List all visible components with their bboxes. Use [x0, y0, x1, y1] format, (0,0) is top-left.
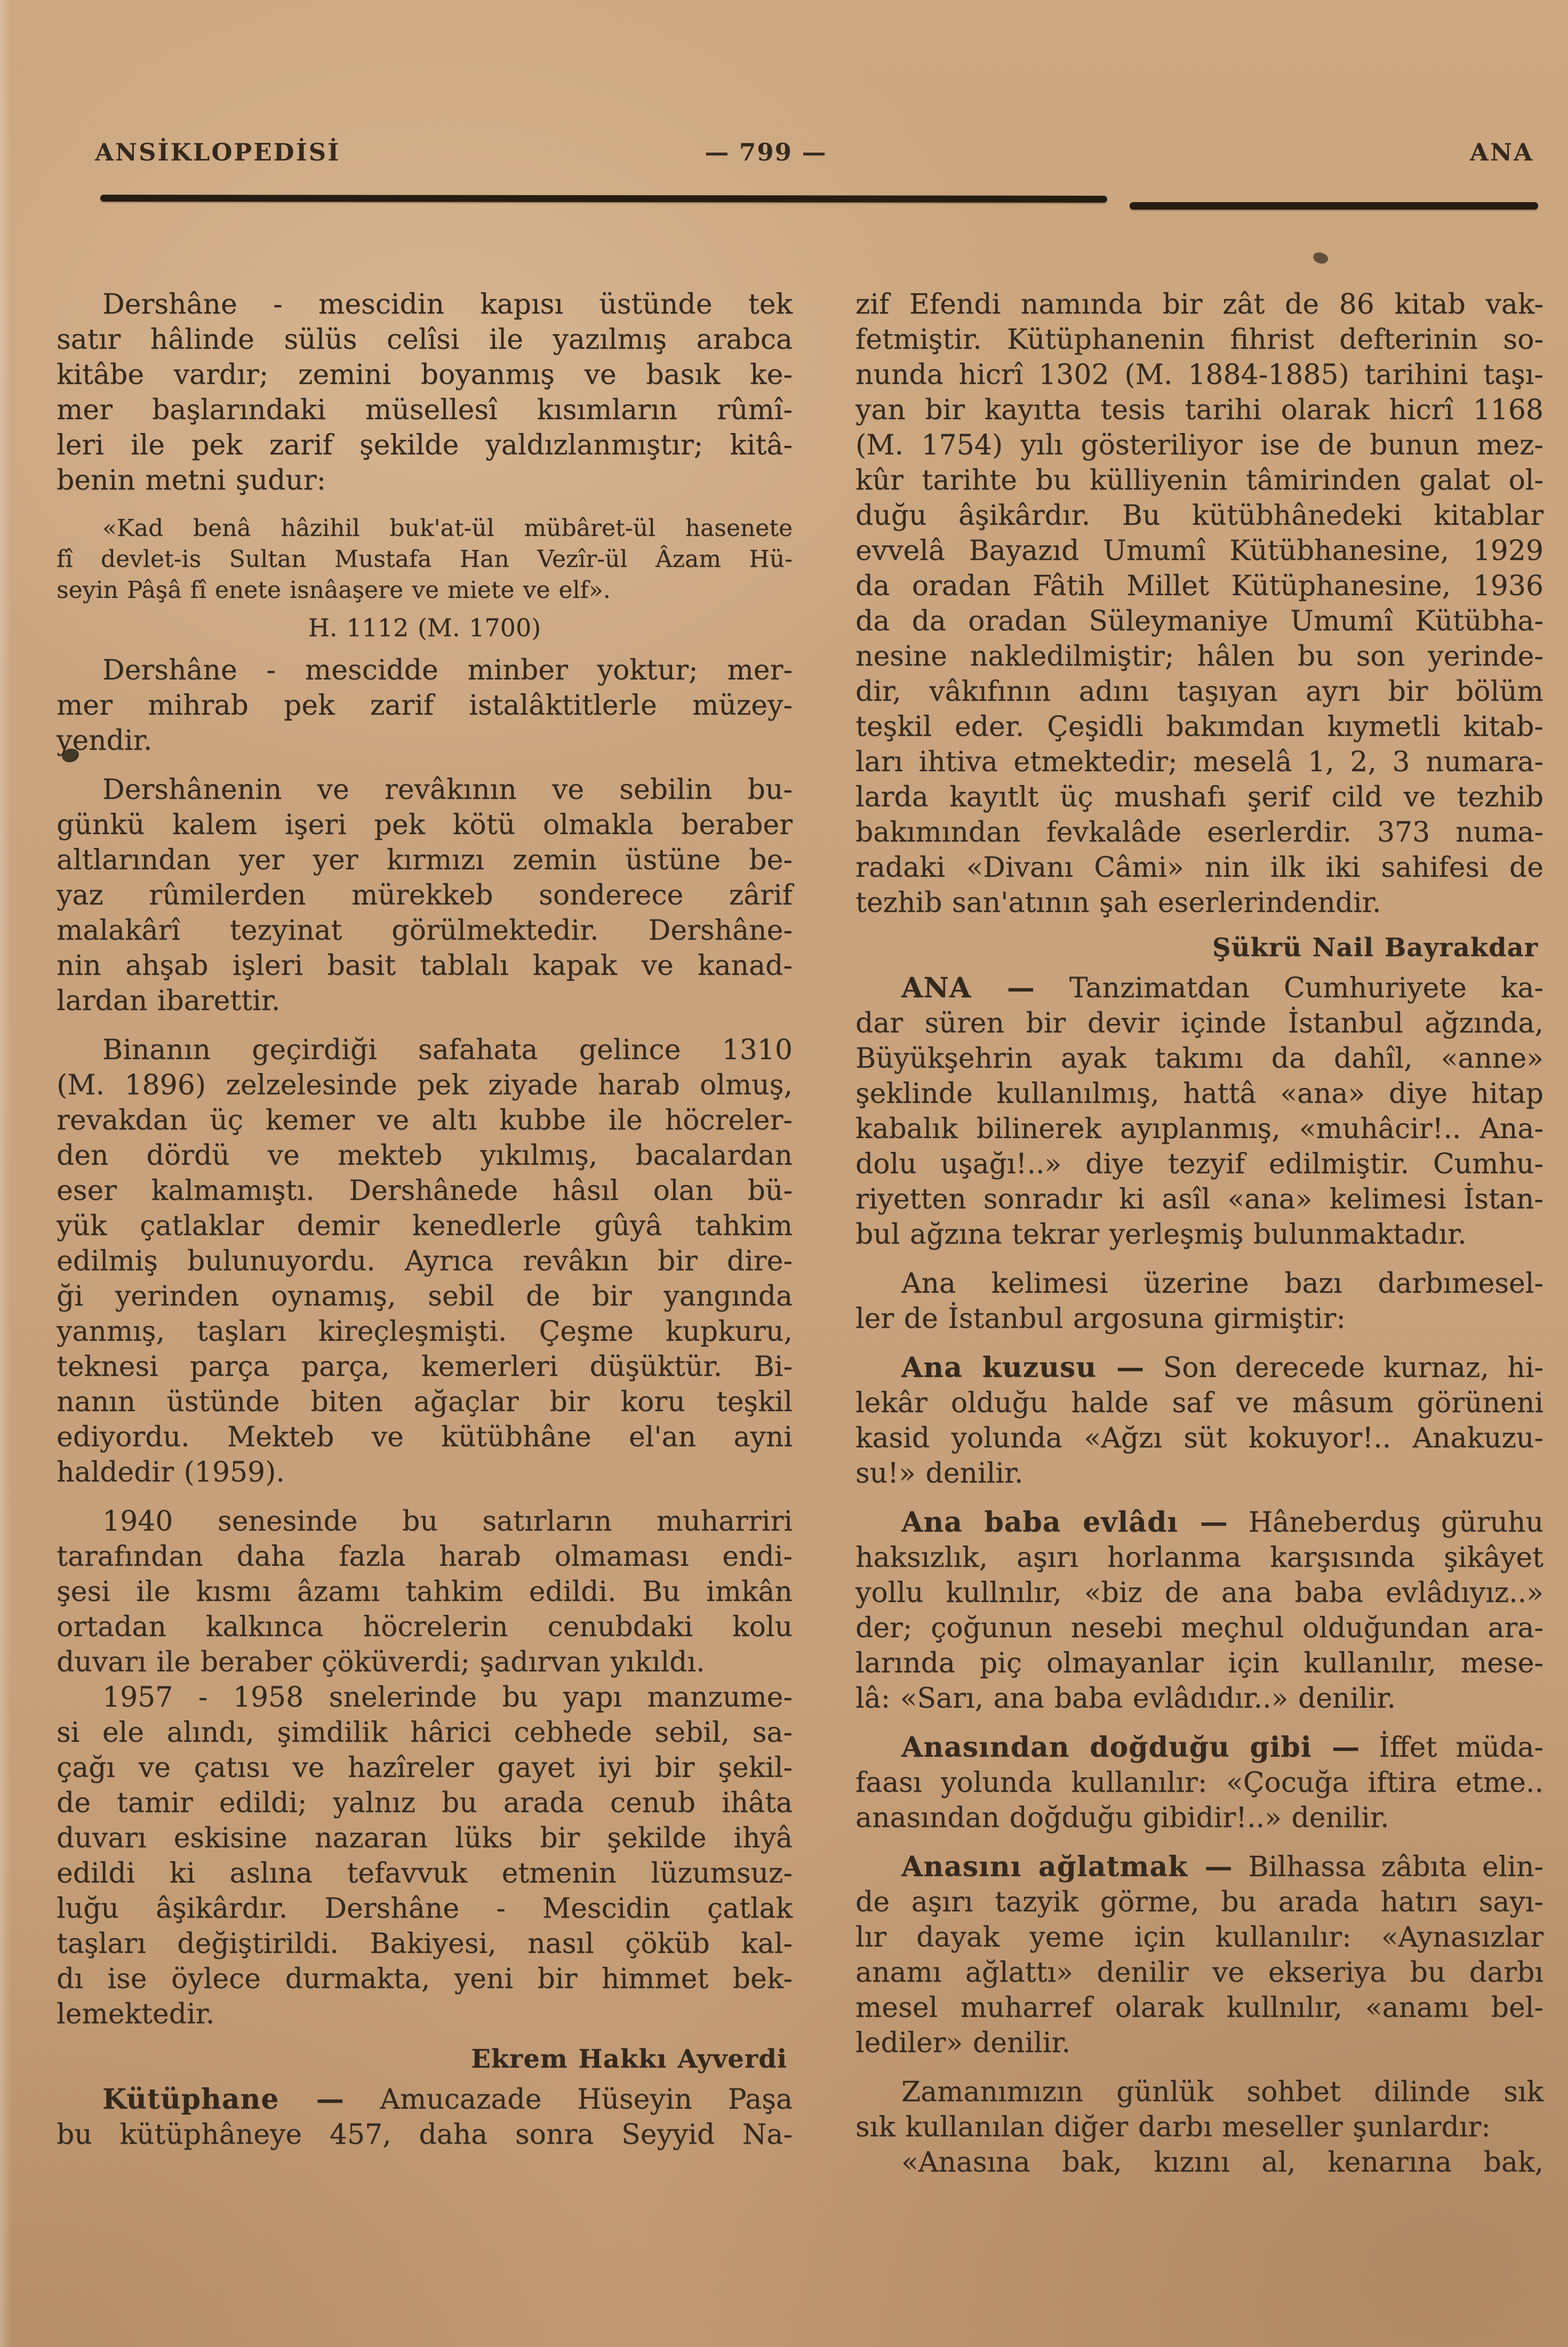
text-line: dolu uşağı!..» diye tezyif edilmiştir. Cumhu-	[855, 1148, 1543, 1180]
text-line: malakârî tezyinat görülmektedir. Dershâne-	[57, 915, 793, 947]
text-line: bu kütüphâneye 457, daha sonra Seyyid Na-	[57, 2119, 793, 2151]
entry-paragraph	[855, 1730, 1543, 1836]
text-line: edildi ki aslına tefavvuk etmenin lüzumsuz-	[57, 1857, 793, 1889]
text-line: faası yolunda kullanılır: «Çocuğa iftira etme..	[855, 1767, 1543, 1799]
text-line: Dershâne - mescidde minber yoktur; mer-	[102, 654, 793, 686]
text-line: si ele alındı, şimdilik hârici cebhede sebil, sa-	[57, 1717, 793, 1749]
text-line: günkü kalem işeri pek kötü olmakla beraber	[57, 809, 793, 841]
paragraph	[57, 1680, 793, 2032]
text-line: yaz rûmilerden mürekkeb sonderece zârif	[57, 879, 793, 911]
text-line: Ekrem Hakkı Ayverdi	[471, 2044, 787, 2074]
text-line: Zamanımızın günlük sohbet dilinde sık	[901, 2076, 1543, 2108]
text-line: mer mihrab pek zarif istalâktitlerle müzey-	[57, 690, 793, 722]
text-line: sık kullanılan diğer darbı meseller şunlardır:	[855, 2111, 1491, 2143]
text-line: nanın üstünde biten ağaçlar bir koru teşkil	[57, 1386, 793, 1418]
text-line: 1940 senesinde bu satırların muharriri	[102, 1505, 793, 1537]
text-line: tarafından daha fazla harab olmaması endi-	[57, 1541, 793, 1573]
text-line: da oradan Fâtih Millet Kütüphanesine, 1936	[855, 570, 1543, 602]
paragraph	[57, 1032, 793, 1490]
quote-block	[57, 513, 793, 606]
running-title-left: ANSİKLOPEDİSİ	[95, 138, 341, 166]
text-line: Büyükşehrin ayak takımı da dahîl, «anne»	[855, 1043, 1543, 1075]
text-line: luğu âşikârdır. Dershâne - Mescidin çatlak	[57, 1893, 793, 1925]
text-line: ANA — Tanzimatdan Cumhuriyete ka-	[901, 972, 1544, 1004]
text-line: revakdan üç kemer ve altı kubbe ile höcreler-	[57, 1104, 793, 1136]
text-line: dir, vâkıfının adını taşıyan ayrı bir bölüm	[855, 676, 1543, 708]
text-line: şesi ile kısmı âzamı tahkim edildi. Bu imkân	[57, 1576, 793, 1608]
text-line: (M. 1896) zelzelesinde pek ziyade harab olmuş,	[57, 1069, 793, 1101]
text-line: kasid yolunda «Ağzı süt kokuyor!.. Anakuzu-	[855, 1422, 1543, 1454]
text-line: zif Efendi namında bir zât de 86 kitab vak-	[855, 289, 1543, 321]
date-line	[57, 611, 793, 644]
text-line: 1957 - 1958 snelerinde bu yapı manzume-	[102, 1681, 793, 1713]
text-line: altlarından yer yer kırmızı zemin üstüne be-	[57, 844, 793, 876]
text-line: eser kalmamıştı. Dershânede hâsıl olan bü-	[57, 1175, 793, 1207]
paragraph	[855, 287, 1543, 920]
text-line: anamı ağlattı» denilir ve ekseriya bu darbı	[855, 1957, 1543, 1989]
text-line: da da oradan Süleymaniye Umumî Kütübha-	[855, 605, 1543, 637]
text-line: satır hâlinde sülüs celîsi ile yazılmış arabca	[57, 324, 793, 356]
text-line: lardan ibarettir.	[57, 985, 281, 1017]
text-line: fî devlet-is Sultan Mustafa Han Vezîr-ül Âzam Hü-	[57, 546, 793, 573]
text-line: mesel muharref olarak kullnılır, «anamı bel-	[855, 1992, 1543, 2024]
text-line: duvarı ile beraber çöküverdi; şadırvan yıkıldı.	[57, 1646, 705, 1678]
page-number: — 799 —	[705, 138, 827, 166]
text-line: bakımından fevkalâde eserlerdir. 373 numa-	[855, 816, 1543, 848]
entry-paragraph	[57, 2082, 793, 2152]
paragraph	[855, 1266, 1543, 1336]
paragraph	[57, 1504, 793, 1680]
text-line: kabalık bilinerek ayıplanmış, «muhâcir!.. Ana-	[855, 1113, 1543, 1145]
ink-smudge	[1311, 250, 1330, 266]
text-line: Ana kelimesi üzerine bazı darbımesel-	[901, 1268, 1543, 1300]
text-line: haldedir (1959).	[57, 1456, 285, 1488]
text-line: duğu âşikârdır. Bu kütübhânedeki kitablar	[855, 500, 1543, 532]
text-line: Ana baba evlâdı — Hâneberduş güruhu	[901, 1506, 1543, 1539]
entry-headword: Ana baba evlâdı —	[901, 1506, 1228, 1539]
paragraph	[57, 287, 793, 498]
text-line: nesine nakledilmiştir; hâlen bu son yerinde-	[855, 640, 1543, 672]
text-line: teşkil eder. Çeşidli bakımdan kıymetli kitab-	[855, 711, 1543, 743]
text-line: Şükrü Nail Bayrakdar	[1212, 933, 1538, 963]
signature	[855, 931, 1543, 964]
entry-paragraph	[855, 1350, 1543, 1491]
text-line: radaki «Divanı Câmi» nin ilk iki sahifesi de	[855, 852, 1543, 884]
column-left	[57, 287, 793, 2152]
text-line: nunda hicrî 1302 (M. 1884-1885) tarihini taşı-	[855, 359, 1543, 391]
text-line: lediler» denilir.	[855, 2027, 1071, 2059]
text-line: ler de İstanbul argosuna girmiştir:	[855, 1303, 1346, 1335]
text-line: kitâbe vardır; zemini boyanmış ve basık ke-	[57, 359, 793, 391]
text-line: yollu kullnılır, «biz de ana baba evlâdıyız..»	[855, 1577, 1543, 1609]
text-line: Dershânenin ve revâkının ve sebilin bu-	[102, 774, 793, 806]
text-line: benin metni şudur:	[57, 464, 326, 496]
text-line: taşları değiştirildi. Bakiyesi, nasıl çöküb kal-	[57, 1928, 793, 1960]
text-line: duvarı eskisine nazaran lüks bir şekilde ihyâ	[57, 1822, 793, 1854]
text-line: seyin Pâşâ fî enete isnâaşere ve miete ve elf».	[57, 576, 611, 604]
text-line: yük çatlaklar demir kenedlerle gûyâ tahkim	[57, 1210, 793, 1242]
text-line: (M. 1754) yılı gösteriliyor ise de bunun mez-	[855, 429, 1543, 461]
text-line: bul ağzına tekrar yerleşmiş bulunmaktadır.	[855, 1219, 1467, 1251]
text-line: yan bir kayıtta tesis tarihi olarak hicrî 1168	[855, 394, 1543, 426]
entry-paragraph	[855, 971, 1543, 1252]
column-right	[855, 287, 1543, 2180]
header-rule-left-segment	[100, 195, 1107, 203]
text-line: Binanın geçirdiği safahata gelince 1310	[102, 1034, 793, 1066]
paragraph	[57, 653, 793, 758]
text-line: edilmiş bulunuyordu. Ayrıca revâkın bir dire-	[57, 1245, 793, 1277]
paragraph	[855, 2074, 1543, 2145]
text-line: şeklinde kullanılmış, hattâ «ana» diye hitap	[855, 1078, 1543, 1110]
text-line: dar süren bir devir içinde İstanbul ağzında,	[855, 1007, 1543, 1039]
text-line: «Anasına bak, kızını al, kenarına bak,	[901, 2146, 1543, 2178]
text-line: tezhib san'atının şah eserlerindendir.	[855, 887, 1381, 919]
text-line: teknesi parça parça, kemerleri düşüktür. Bi-	[57, 1351, 793, 1383]
signature	[57, 2042, 793, 2076]
text-line: larda kayıtlt üç mushafı şerif cild ve tezhib	[855, 781, 1543, 813]
text-line: dı ise öylece durmakta, yeni bir himmet bek-	[57, 1963, 793, 1995]
text-line: den dördü ve mekteb yıkılmış, bacalardan	[57, 1140, 793, 1172]
text-line: anasından doğduğu gibidir!..» denilir.	[855, 1802, 1389, 1834]
text-line: Kütüphane — Amucazade Hüseyin Paşa	[102, 2083, 793, 2116]
entry-paragraph	[855, 1849, 1543, 2061]
text-line: larında piç olmayanlar için kullanılır, mese-	[855, 1647, 1543, 1679]
text-line: de tamir edildi; yalnız bu arada cenub ihâta	[57, 1787, 793, 1819]
text-line: nin ahşab işleri basit tablalı kapak ve kanad-	[57, 950, 793, 982]
text-line: lekâr olduğu halde saf ve mâsum görüneni	[855, 1387, 1543, 1419]
running-title-right: ANA	[1470, 138, 1534, 166]
text-line: riyetten sonradır ki asîl «ana» kelimesi İstan-	[855, 1183, 1543, 1215]
text-line: der; çoğunun nesebi meçhul olduğundan ara-	[855, 1612, 1543, 1644]
text-line: yanmış, taşları kireçleşmişti. Çeşme kupkuru,	[57, 1316, 793, 1348]
text-line: çağı ve çatısı ve hazîreler gayet iyi bir şekil-	[57, 1752, 793, 1784]
text-line: lır dayak yeme için kullanılır: «Aynasızlar	[855, 1921, 1543, 1953]
entry-headword: Anasını ağlatmak —	[901, 1851, 1233, 1883]
entry-headword: ANA —	[901, 972, 1035, 1004]
text-line: ği yerinden oynamış, sebil de bir yangında	[57, 1280, 793, 1312]
text-line: Anasından doğduğu gibi — İffet müda-	[901, 1731, 1543, 1764]
text-line: leri ile pek zarif şekilde yaldızlanmıştır; kitâ-	[57, 429, 793, 461]
text-line: mer başlarındaki müsellesî kısımların rûmî-	[57, 394, 793, 426]
text-line: Dershâne - mescidin kapısı üstünde tek	[102, 289, 793, 321]
text-line: yendir.	[57, 725, 153, 757]
text-line: ortadan kalkınca höcrelerin cenubdaki kolu	[57, 1611, 793, 1643]
text-line: «Kad benâ hâzihil buk'at-ül mübâret-ül hasenete	[102, 515, 793, 542]
entry-headword: Anasından doğduğu gibi —	[901, 1731, 1361, 1764]
paragraph	[855, 2145, 1543, 2180]
entry-paragraph	[855, 1505, 1543, 1716]
text-line: kûr tarihte bu külliyenin tâmirinden galat ol-	[855, 464, 1543, 496]
text-line: Anasını ağlatmak — Bilhassa zâbıta elin-	[901, 1851, 1544, 1883]
text-line: fetmiştir. Kütüphanenin fihrist defterinin so-	[855, 324, 1543, 356]
text-line: ediyordu. Mekteb ve kütübhâne el'an ayni	[57, 1421, 793, 1453]
text-line: lemektedir.	[57, 1998, 215, 2030]
text-line: lâ: «Sarı, ana baba evlâdıdır..» denilir.	[855, 1683, 1396, 1715]
header-rule-right-segment	[1130, 202, 1538, 210]
text-line: ları ihtiva etmektedir; meselâ 1, 2, 3 numara-	[855, 746, 1543, 778]
entry-headword: Ana kuzusu —	[901, 1351, 1145, 1384]
entry-headword: Kütüphane —	[102, 2083, 345, 2116]
text-line: H. 1112 (M. 1700)	[308, 613, 541, 642]
paragraph	[57, 772, 793, 1019]
text-line: Ana kuzusu — Son derecede kurnaz, hi-	[901, 1351, 1543, 1384]
text-line: su!» denilir.	[855, 1457, 1023, 1489]
text-line: haksızlık, aşırı horlanma karşısında şikâyet	[855, 1542, 1543, 1574]
text-line: de aşırı tazyik görme, bu arada hatırı sayı-	[855, 1886, 1543, 1918]
text-line: evvelâ Bayazıd Umumî Kütübhanesine, 1929	[855, 535, 1543, 567]
